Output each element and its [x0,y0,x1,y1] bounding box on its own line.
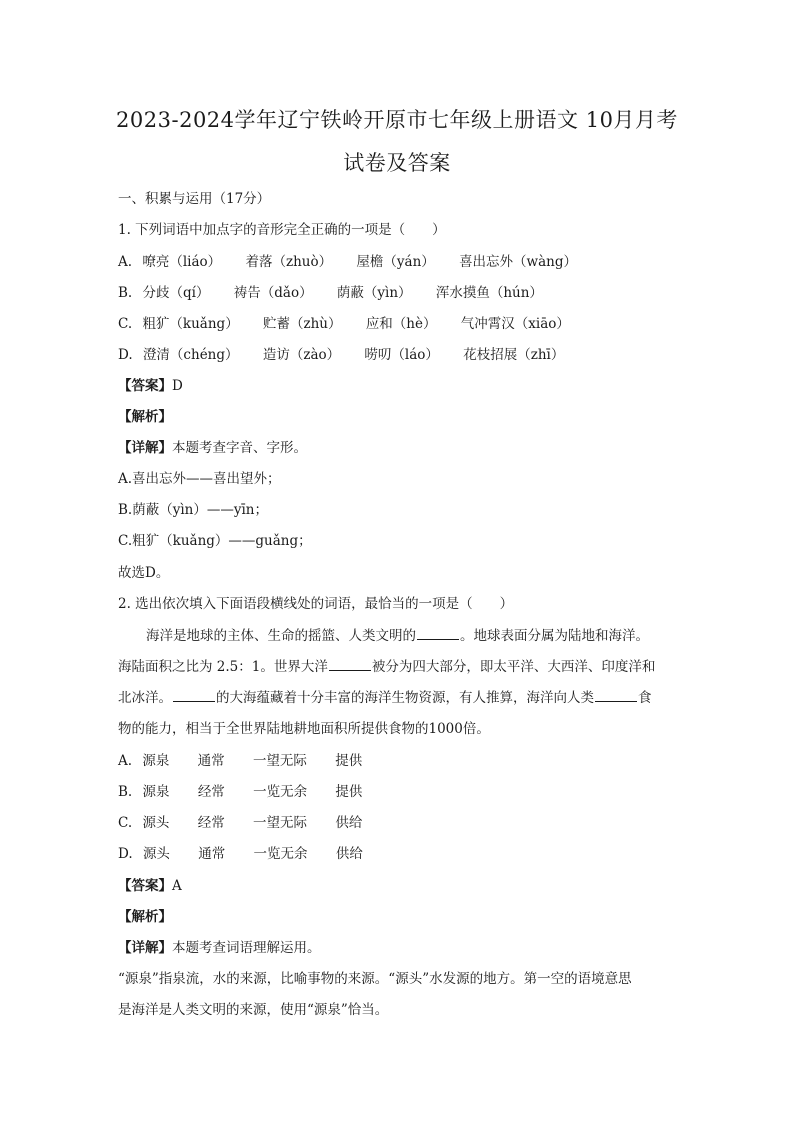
q1-conclusion: 故选D。 [118,565,170,581]
q1-stem: 1. 下列词语中加点字的音形完全正确的一项是（ ） [118,222,446,238]
q1-option-c: C. 粗犷（kuǎng） 贮蓄（zhù） 应和（hè） 气冲霄汉（xiāo） [118,316,570,332]
q2-explanation-line2: 是海洋是人类文明的来源，使用“源泉”恰当。 [118,1002,389,1018]
q2-stem: 2. 选出依次填入下面语段横线处的词语，最恰当的一项是（ ） [118,596,514,612]
document-title-line2: 试卷及答案 [343,151,451,175]
q2-passage-line1: 海洋是地球的主体、生命的摇篮、人类文明的 。地球表面分属为陆地和海洋。 [146,628,649,644]
q2-option-c: C. 源头 经常 一望无际 供给 [118,815,363,831]
q1-analysis-label: 【解析】 [118,409,172,425]
q2-analysis-label: 【解析】 [118,909,172,925]
q2-passage-line3: 北冰洋。 的大海蕴藏着十分丰富的海洋生物资源，有人推算，海洋向人类 食 [118,690,652,706]
q2-option-d: D. 源头 通常 一览无余 供给 [118,846,363,862]
q1-note-c: C.粗犷（kuǎng）——guǎng； [118,533,312,549]
q1-detail: 【详解】本题考查字音、字形。 [118,440,307,456]
q1-option-b: B. 分歧（qí） 祷告（dǎo） 荫蔽（yìn） 浑水摸鱼（hún） [118,285,543,301]
fill-blank-1 [417,627,459,640]
fill-blank-2 [329,658,371,671]
q1-answer: 【答案】D [118,378,183,394]
q2-detail: 【详解】本题考查词语理解运用。 [118,940,321,956]
q1-note-b: B.荫蔽（yìn）——yīn； [118,502,268,518]
q2-option-a: A. 源泉 通常 一望无际 提供 [118,753,363,769]
q2-passage-line4: 物的能力，相当于全世界陆地耕地面积所提供食物的1000倍。 [118,721,490,737]
document-title-line1: 2023-2024学年辽宁铁岭开原市七年级上册语文 10月月考 [116,108,678,132]
q2-answer: 【答案】A [118,878,182,894]
q2-option-b: B. 源泉 经常 一览无余 提供 [118,784,363,800]
q1-option-d: D. 澄清（chéng） 造访（zào） 唠叨（láo） 花枝招展（zhī） [118,347,565,363]
q1-option-a: A. 嘹亮（liáo） 着落（zhuò） 屋檐（yán） 喜出忘外（wàng） [118,254,578,270]
q2-explanation-line1: “源泉”指泉流，水的来源，比喻事物的来源。“源头”水发源的地方。第一空的语境意思 [118,971,632,987]
section-heading: 一、积累与运用（17分） [118,191,271,207]
fill-blank-3 [173,689,215,702]
q1-note-a: A.喜出忘外——喜出望外； [118,471,281,487]
fill-blank-4 [595,689,637,702]
q2-passage-line2: 海陆面积之比为 2.5：1。世界大洋 被分为四大部分，即太平洋、大西洋、印度洋和 [118,659,656,675]
